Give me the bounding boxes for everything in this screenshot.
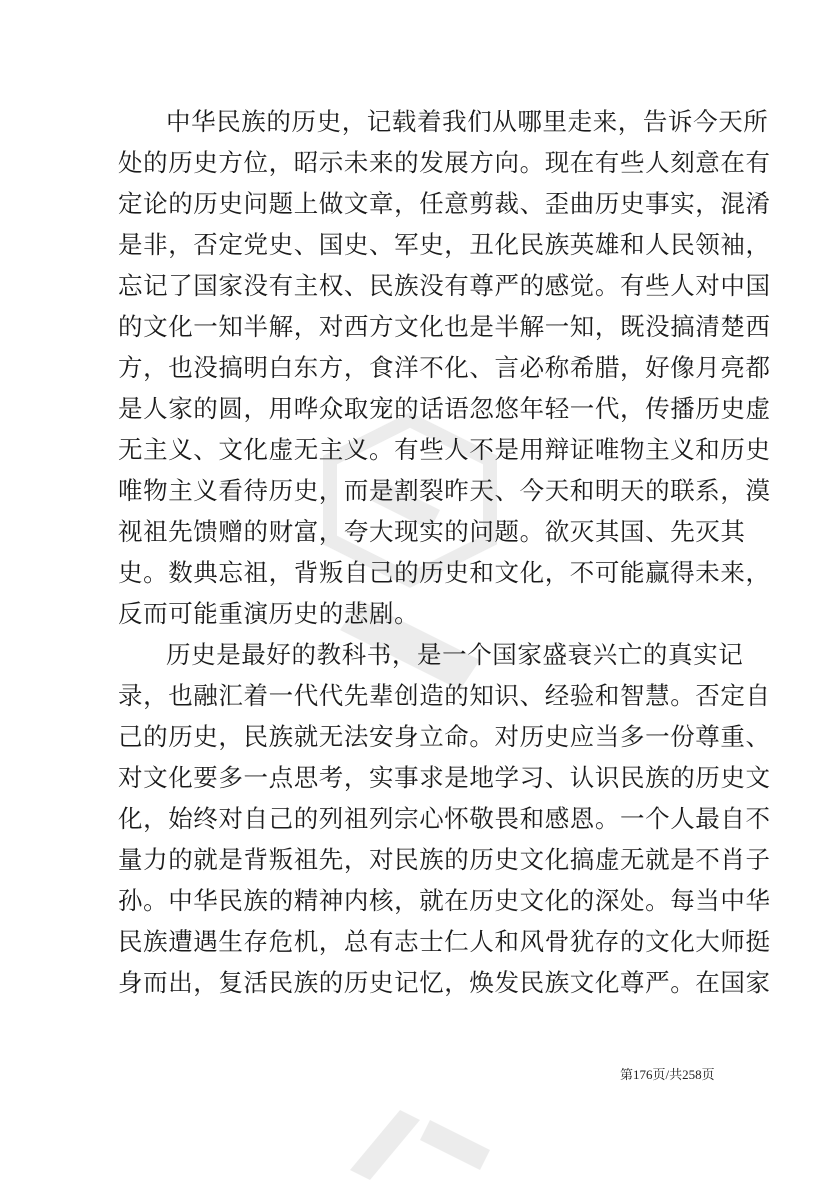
text-line: 史。数典忘祖，背叛自己的历史和文化，不可能赢得未来， — [118, 558, 771, 587]
text-line: 唯物主义看待历史，而是割裂昨天、今天和明天的联系，漠 — [118, 476, 771, 505]
text-line: 视祖先馈赠的财富，夸大现实的问题。欲灭其国、先灭其 — [118, 517, 746, 546]
text-line: 对文化要多一点思考，实事求是地学习、认识民族的历史文 — [118, 763, 771, 792]
text-line: 处的历史方位，昭示未来的发展方向。现在有些人刻意在有 — [118, 148, 771, 177]
text-line: 反而可能重演历史的悲剧。 — [118, 599, 420, 628]
watermark-fragment-icon — [330, 1100, 510, 1180]
text-line: 量力的就是背叛祖先，对民族的历史文化搞虚无就是不肖子 — [118, 845, 771, 874]
text-line: 身而出，复活民族的历史记忆，焕发民族文化尊严。在国家 — [118, 968, 771, 997]
text-line: 录，也融汇着一代代先辈创造的知识、经验和智慧。否定自 — [118, 681, 771, 710]
text-line: 化，始终对自己的列祖列宗心怀敬畏和感恩。一个人最自不 — [118, 804, 771, 833]
text-line: 己的历史，民族就无法安身立命。对历史应当多一份尊重、 — [118, 722, 771, 751]
page-number: 第176页/共258页 — [620, 1067, 715, 1082]
text-line: 定论的历史问题上做文章，任意剪裁、歪曲历史事实，混淆 — [118, 189, 771, 218]
text-line: 无主义、文化虚无主义。有些人不是用辩证唯物主义和历史 — [118, 435, 771, 464]
text-line: 是人家的圆，用哗众取宠的话语忽悠年轻一代，传播历史虚 — [118, 394, 771, 423]
text-line: 民族遭遇生存危机，总有志士仁人和风骨犹存的文化大师挺 — [118, 927, 771, 956]
text-line: 历史是最好的教科书，是一个国家盛衰兴亡的真实记 — [166, 640, 744, 669]
text-line: 方，也没搞明白东方，食洋不化、言必称希腊，好像月亮都 — [118, 353, 771, 382]
text-line: 的文化一知半解，对西方文化也是半解一知，既没搞清楚西 — [118, 312, 771, 341]
text-line: 孙。中华民族的精神内核，就在历史文化的深处。每当中华 — [118, 886, 771, 915]
body-text — [118, 101, 771, 1003]
text-line: 是非，否定党史、国史、军史，丑化民族英雄和人民领袖， — [118, 230, 771, 259]
text-line: 忘记了国家没有主权、民族没有尊严的感觉。有些人对中国 — [118, 271, 771, 300]
text-line: 中华民族的历史，记载着我们从哪里走来，告诉今天所 — [166, 107, 769, 136]
